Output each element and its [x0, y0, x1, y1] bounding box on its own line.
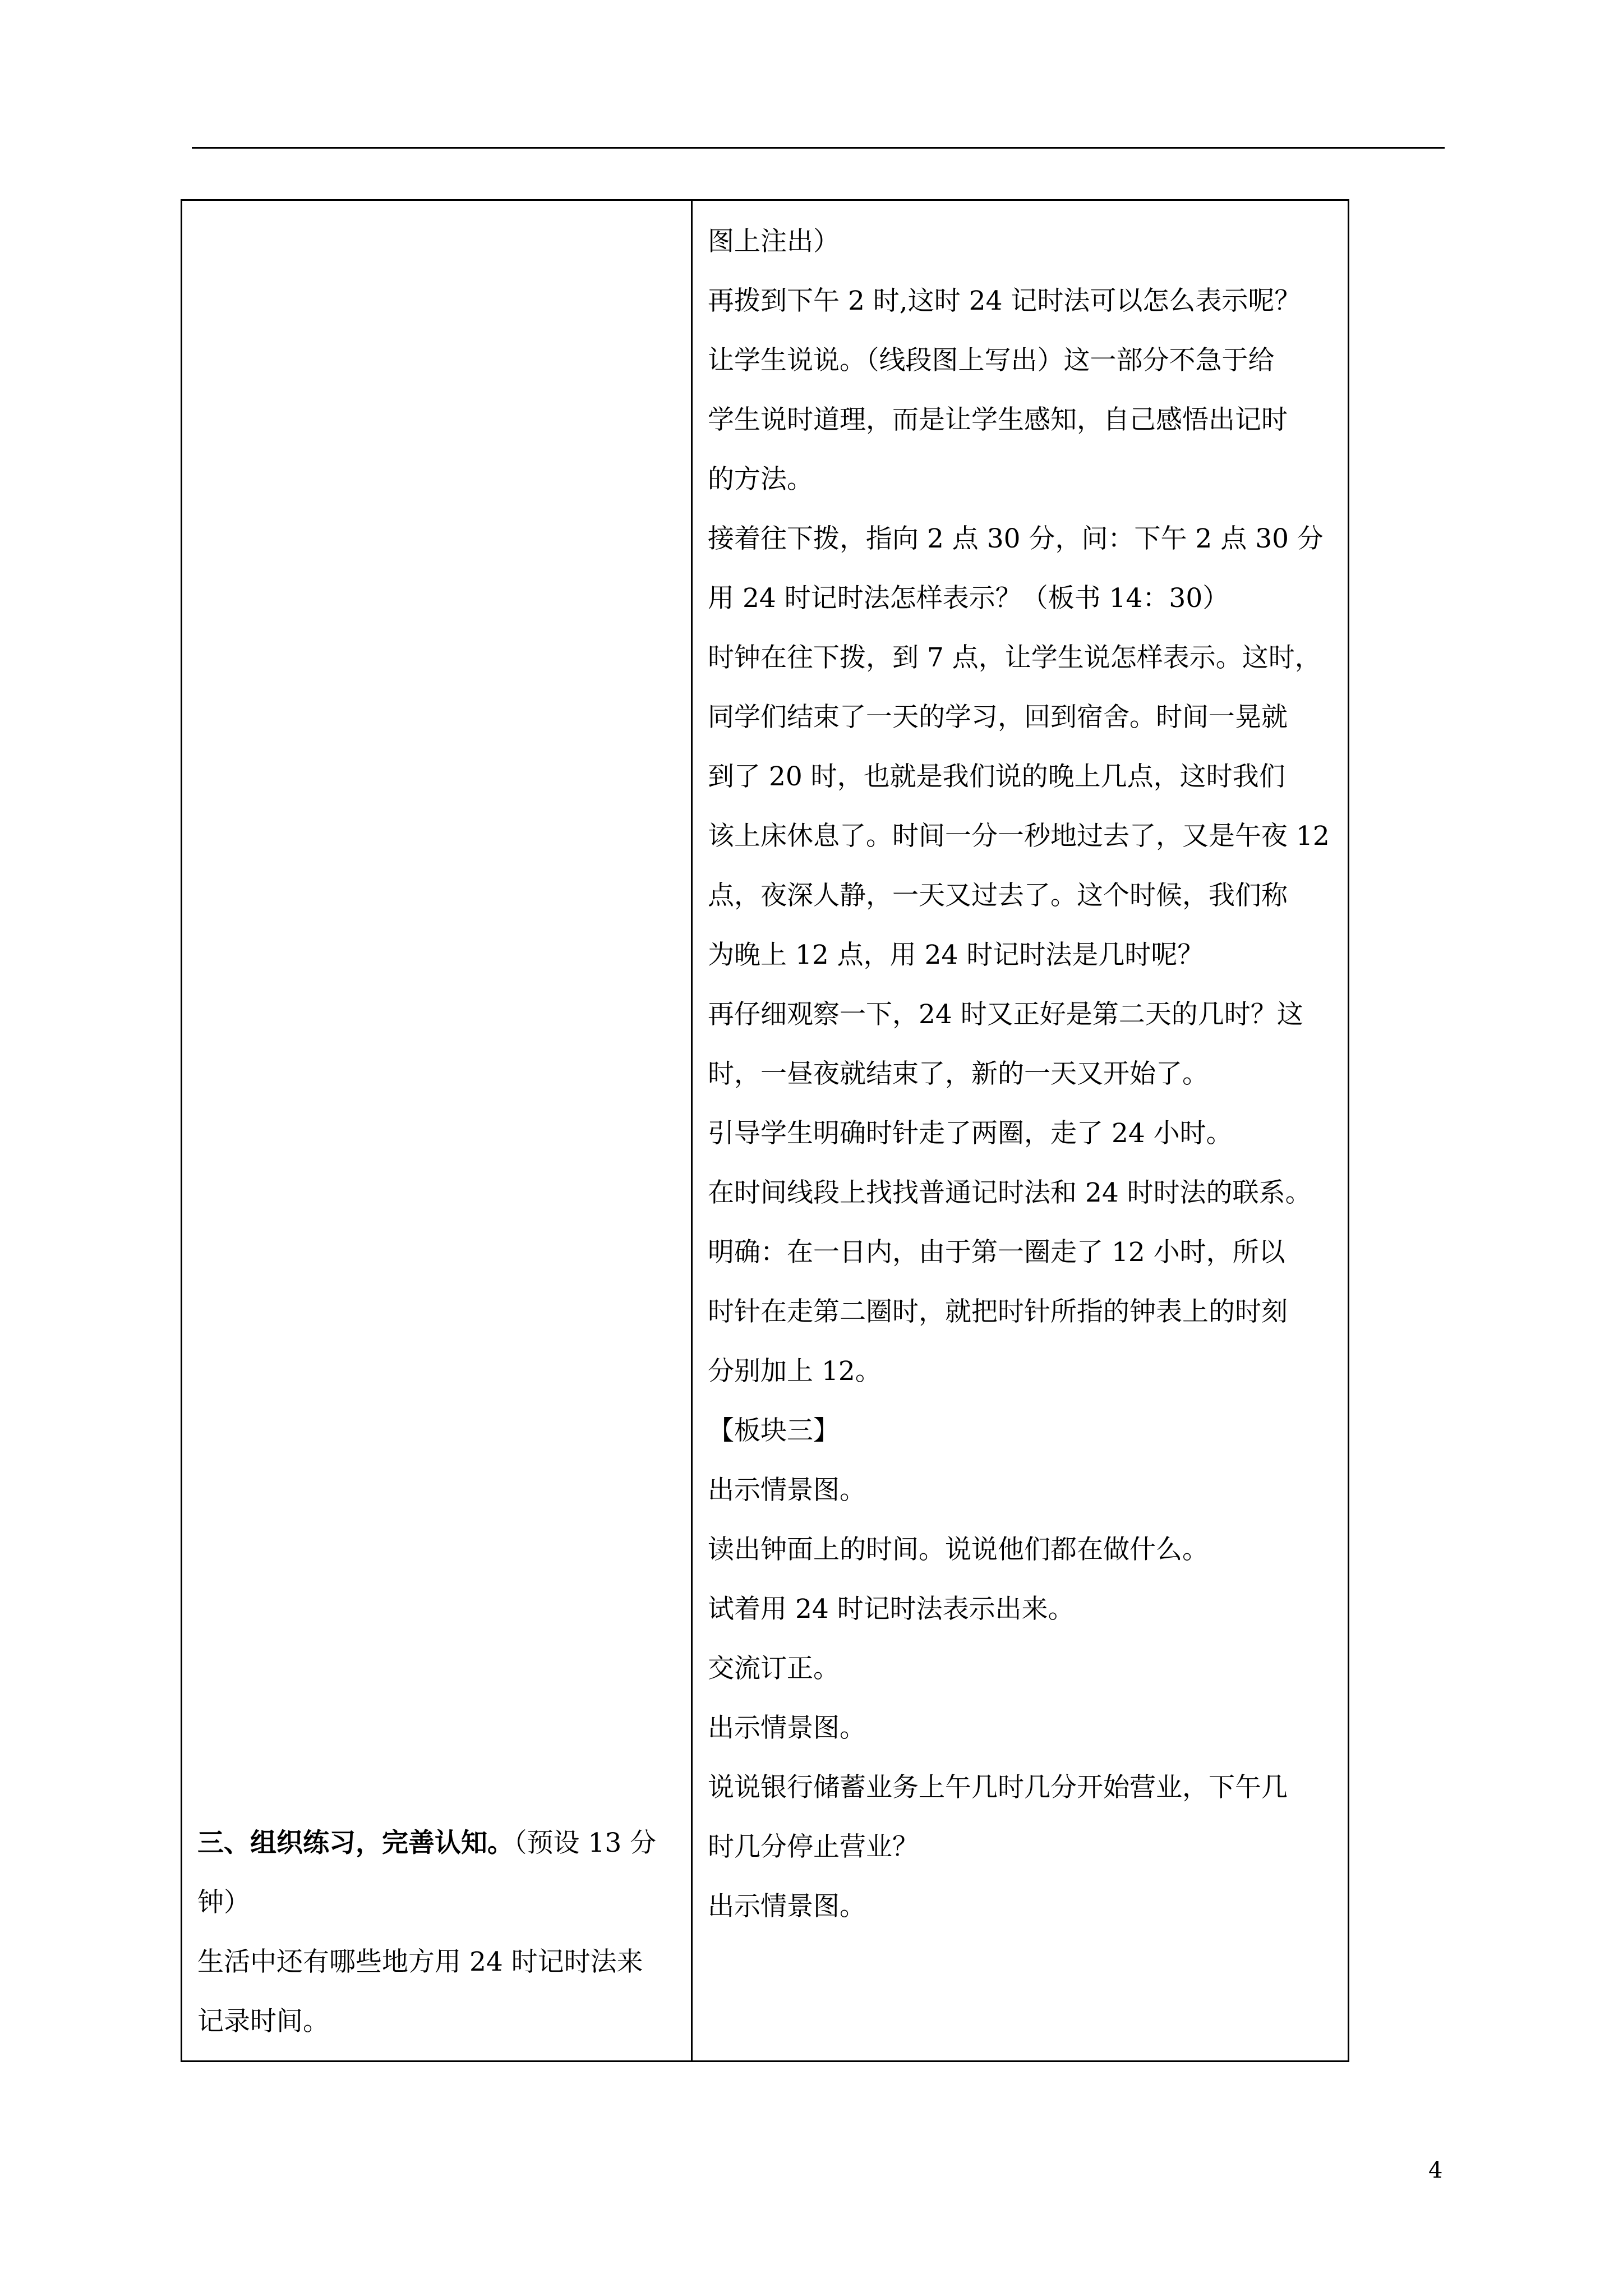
page-number: 4 — [1428, 2157, 1443, 2183]
right-text-line: 时针在走第二圈时，就把时针所指的钟表上的时刻 — [708, 1296, 1288, 1327]
right-text-line: 交流订正。 — [708, 1653, 840, 1684]
right-text-line: 出示情景图。 — [708, 1475, 866, 1506]
left-column — [197, 1814, 680, 2051]
right-text-line: 图上注出） — [708, 226, 840, 257]
right-text-line: 分别加上 12。 — [708, 1356, 882, 1387]
left-text-line: 钟） — [197, 1887, 250, 1918]
right-text-line: 的方法。 — [708, 464, 813, 495]
right-text-line: 试着用 24 时记时法表示出来。 — [708, 1594, 1075, 1625]
right-text-line: 在时间线段上找找普通记时法和 24 时时法的联系。 — [708, 1177, 1312, 1208]
right-text-line: 到了 20 时，也就是我们说的晚上几点，这时我们 — [708, 761, 1285, 792]
right-text-line: 再仔细观察一下，24 时又正好是第二天的几时？这 — [708, 999, 1303, 1030]
right-text-line: 用 24 时记时法怎样表示？（板书 14：30） — [708, 583, 1229, 614]
right-text-line: 该上床休息了。时间一分一秒地过去了，又是午夜 12 — [708, 821, 1330, 852]
right-text-line: 时，一昼夜就结束了，新的一天又开始了。 — [708, 1059, 1209, 1089]
block-heading: 【板块三】 — [708, 1415, 840, 1446]
header-rule — [192, 147, 1445, 149]
right-text-line: 引导学生明确时针走了两圈，走了 24 小时。 — [708, 1118, 1233, 1149]
lesson-plan-table — [181, 199, 1349, 2062]
right-text-line: 为晚上 12 点，用 24 时记时法是几时呢？ — [708, 940, 1204, 970]
right-text-line: 说说银行储蓄业务上午几时几分开始营业，下午几 — [708, 1772, 1288, 1803]
left-text-line: 生活中还有哪些地方用 24 时记时法来 — [197, 1947, 643, 1977]
section-heading-rest: （预设 13 分 — [514, 1828, 657, 1858]
right-text-line: 时几分停止营业？ — [708, 1832, 919, 1862]
right-column — [708, 212, 1336, 1936]
right-text-line: 点，夜深人静，一天又过去了。这个时候，我们称 — [708, 880, 1288, 911]
right-text-line: 学生说时道理，而是让学生感知，自己感悟出记时 — [708, 404, 1288, 435]
right-text-line: 出示情景图。 — [708, 1891, 866, 1922]
left-text-line: 记录时间。 — [197, 2006, 329, 2037]
right-text-line: 让学生说说。（线段图上写出）这一部分不急于给 — [708, 345, 1275, 376]
section-heading — [197, 1814, 680, 1873]
section-heading-bold: 三、组织练习，完善认知。 — [197, 1828, 514, 1858]
right-text-line: 同学们结束了一天的学习，回到宿舍。时间一晃就 — [708, 702, 1288, 733]
column-divider — [691, 201, 693, 2060]
right-text-line: 明确：在一日内，由于第一圈走了 12 小时，所以 — [708, 1237, 1285, 1268]
right-text-line: 再拨到下午 2 时,这时 24 记时法可以怎么表示呢？ — [708, 286, 1301, 316]
right-text-line: 时钟在往下拨，到 7 点，让学生说怎样表示。这时， — [708, 642, 1321, 673]
right-text-line: 出示情景图。 — [708, 1713, 866, 1743]
right-text-line: 读出钟面上的时间。说说他们都在做什么。 — [708, 1534, 1209, 1565]
right-text-line: 接着往下拨，指向 2 点 30 分，问：下午 2 点 30 分 — [708, 523, 1324, 554]
